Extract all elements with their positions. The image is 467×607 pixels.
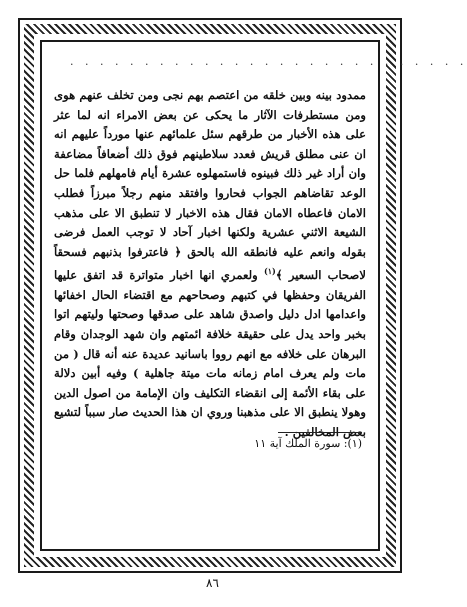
- footnote-reference: (١): [263, 266, 276, 277]
- quran-verse: ﴿ فاعترفوا بذنبهم فسحقاً لاصحاب السعير ﴾: [54, 244, 366, 283]
- main-text-part1: ممدود بينه وبين خلقه من اعتصم بهم نجى ومن تخلف عنهم هوى ومن مستطرفات الآثار ما يحكى عن بعض الامراء انه لما عثر على هذه الأخبار من طرقهم سئل علمائهم عنها مورداً عليهم انه ان عنى مطلق قريش فعدد سلاطينهم فوق ذلك أضعافاً مضاعفة وان أراد غير ذلك فبينوه فاستمهلوه عشرة أيام فامهلهم فلما حل الوعد تقاضاهم الجواب فحاروا وافتقد منهم رجلاً مبرزاً فطلب الامان فاعطاه الامان فقال هذه الاخبار لا تنطبق الا على مذهب الشيعة الاثني عشرية ولكنها اخبار آحاد لا توجب العمل فرضى بقوله وانعم عليه فانطقه الله بالحق: [54, 88, 367, 259]
- main-text-part2: ولعمري انها اخبار متواترة قد اتفق عليها الفريقان وحفظها في كتبهم وصحاحهم مع اقتضاء الحال اخفائها واعدامها ادل دليل واصدق شاهد على صدقها وصحتها وليتهم اتوا بخبر واحد يدل على حقيقة خلافة ائمتهم وان شهد الوجدان وقام البرهان على خلافه مع انهم رووا باسانيد عديدة عنه أنه قال ( من مات ولم يعرف امام زمانه مات ميتة جاهلية ) وفيه أبين دلالة على بقاء الأئمة إلى انقضاء التكليف وان الإمامة من اصول الدين وهولا ينطبق الا على مذهبنا وروي ان هذا الحديث صار سبباً لتشيع بعض المخالفين .: [54, 268, 366, 439]
- main-text: [54, 86, 366, 443]
- header-dotted-line: . . . . . . . . . . . . . . . . . . . . . . . . . . .: [70, 55, 467, 68]
- footnote-divider: [278, 432, 362, 433]
- page-number: ٨٦: [206, 576, 219, 590]
- footnote: (١): سورة الملك آية ١١: [254, 437, 362, 450]
